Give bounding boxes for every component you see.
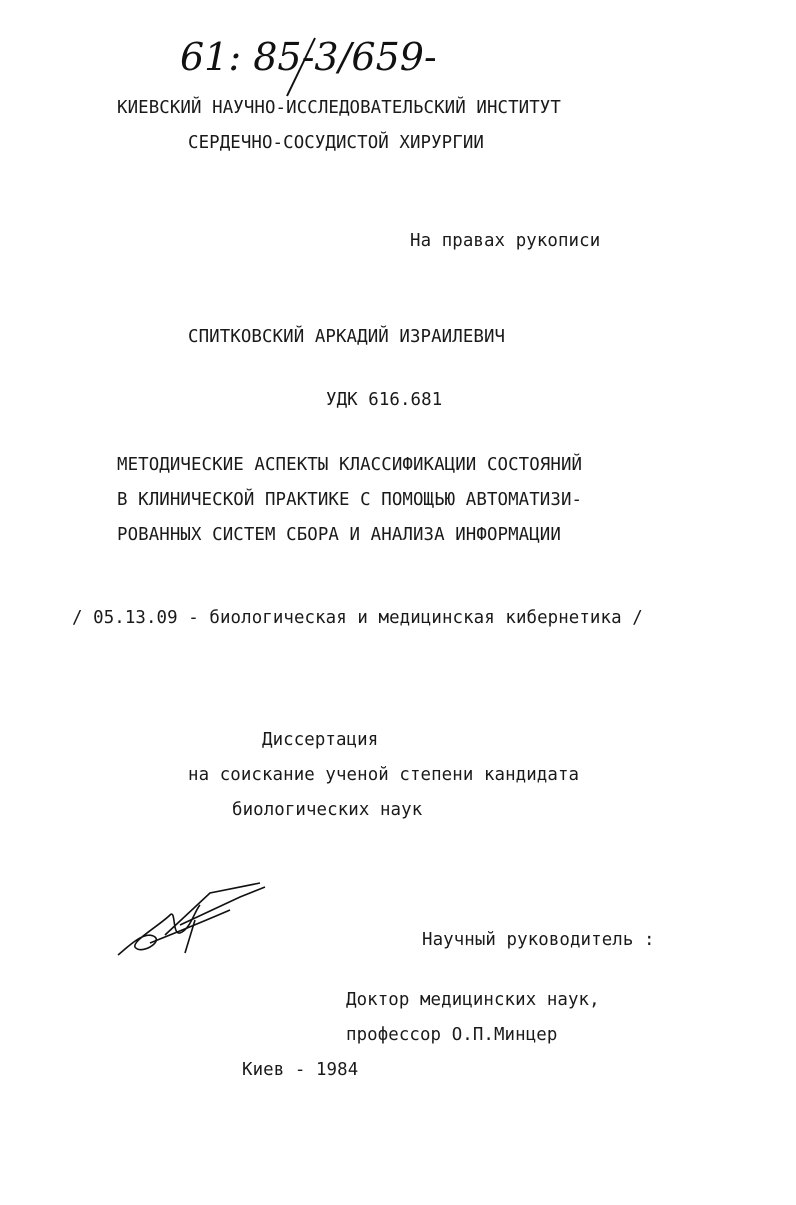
- title-line-2: В КЛИНИЧЕСКОЙ ПРАКТИКЕ С ПОМОЩЬЮ АВТОМАТИЗИ-: [117, 490, 583, 510]
- place-year: Киев - 1984: [242, 1060, 359, 1080]
- title-line-3: РОВАННЫХ СИСТЕМ СБОРА И АНАЛИЗА ИНФОРМАЦИИ: [117, 525, 561, 545]
- specialty-code: / 05.13.09 - биологическая и медицинская кибернетика /: [72, 608, 643, 628]
- degree-line-3: биологических наук: [232, 800, 423, 820]
- supervisor-label: Научный руководитель :: [422, 930, 655, 950]
- signature: [110, 875, 270, 965]
- udc-code: УДК 616.681: [326, 390, 443, 410]
- title-line-1: МЕТОДИЧЕСКИЕ АСПЕКТЫ КЛАССИФИКАЦИИ СОСТОЯНИЙ: [117, 455, 583, 475]
- supervisor-degree: Доктор медицинских наук,: [346, 990, 600, 1010]
- degree-line-1: Диссертация: [262, 730, 379, 750]
- archive-code-text: 61: 85-3/659-6: [180, 35, 435, 79]
- institution-line-1: КИЕВСКИЙ НАУЧНО-ИССЛЕДОВАТЕЛЬСКИЙ ИНСТИТУТ: [117, 98, 561, 118]
- author-name: СПИТКОВСКИЙ АРКАДИЙ ИЗРАИЛЕВИЧ: [188, 327, 506, 347]
- handwritten-archive-code: [175, 28, 435, 98]
- degree-line-2: на соискание ученой степени кандидата: [188, 765, 580, 785]
- manuscript-note: На правах рукописи: [410, 231, 601, 251]
- supervisor-name: профессор О.П.Минцер: [346, 1025, 558, 1045]
- institution-line-2: СЕРДЕЧНО-СОСУДИСТОЙ ХИРУРГИИ: [188, 133, 484, 153]
